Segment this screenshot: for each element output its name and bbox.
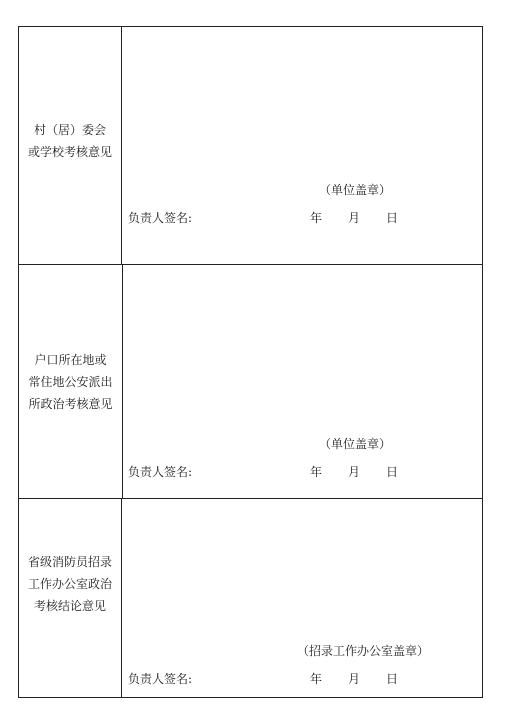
opinion-area[interactable] [123,265,482,498]
row-label [19,499,122,698]
row-label-line: 常住地公安派出 [28,374,113,389]
stamp-note: （单位盖章） [319,183,392,197]
signer-label: 负责人签名: [128,211,193,225]
village-committee-review-row [19,27,482,264]
police-station-review-row [19,264,482,498]
date-month-label: 月 [348,672,361,686]
row-label-line: 工作办公室政治 [27,576,112,591]
date-day-label: 日 [386,465,399,479]
provincial-office-conclusion-row [19,498,482,698]
date-year-label: 年 [310,672,323,686]
date-month-label: 月 [348,211,361,225]
row-label [19,27,122,264]
date-year-label: 年 [310,465,323,479]
stamp-note: （单位盖章） [319,437,392,451]
row-label-line: 省级消防员招录 [27,554,112,569]
date-day-label: 日 [386,211,399,225]
review-form-table [18,26,483,698]
date-month-label: 月 [348,465,361,479]
date-day-label: 日 [386,672,399,686]
stamp-note: （招录工作办公室盖章） [297,644,430,658]
row-label-line: 考核结论意见 [33,598,106,613]
row-label-line: 所政治考核意见 [28,396,113,411]
opinion-area[interactable] [123,27,482,264]
row-label [19,265,123,498]
row-label-line: 或学校考核意见 [27,144,112,159]
opinion-area[interactable] [123,499,482,698]
row-label-line: 村（居）委会 [33,122,106,137]
row-label-line: 户口所在地或 [34,352,107,367]
date-year-label: 年 [310,211,323,225]
signer-label: 负责人签名: [128,672,193,686]
signer-label: 负责人签名: [128,465,193,479]
